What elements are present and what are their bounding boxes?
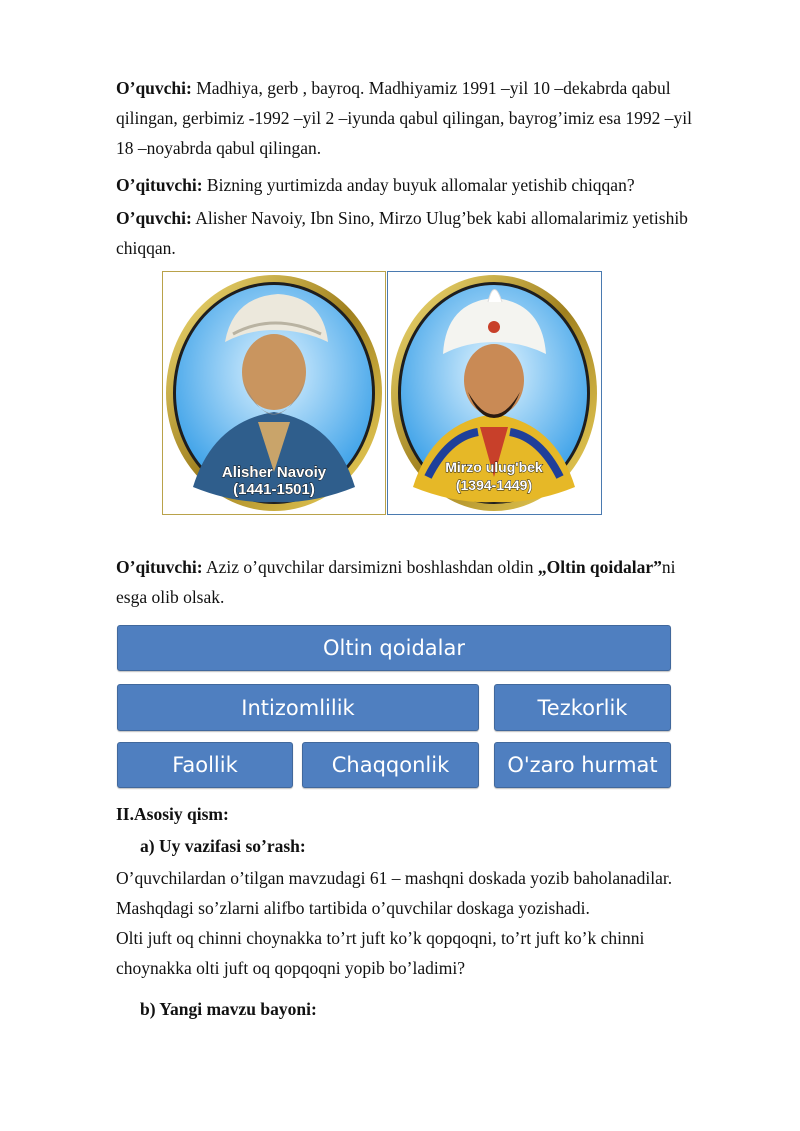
portrait-name: Mirzo ulug'bek [445,459,543,475]
portrait-years: (1394-1449) [455,477,533,493]
speaker-label: O’quvchi: [116,78,192,98]
rule-box-faollik: Faollik [117,742,293,788]
portrait-alisher-navoiy [162,271,386,515]
subsection-heading-a: a) Uy vazifasi so’rash: [140,836,306,856]
rule-box-chaqqonlik: Chaqqonlik [302,742,479,788]
speaker-label: O’quvchi: [116,208,192,228]
rule-box-tezkorlik: Tezkorlik [494,684,671,731]
paragraph-teacher-question: O’qituvchi: Bizning yurtimizda anday buyuk allomalar yetishib chiqqan? [116,175,635,195]
paragraph-teacher-golden-rules: O’qituvchi: Aziz o’quvchilar darsimizni boshlashdan oldin „Oltin qoidalar”ni esga olib olsak. [116,557,676,607]
paragraph-student-answer-scholars: O’quvchi: Alisher Navoiy, Ibn Sino, Mirzo Ulug’bek kabi allomalarimiz yetishib chiqqan. [116,208,688,258]
rules-title-box: Oltin qoidalar [117,625,671,671]
paragraph-homework: O’quvchilardan o’tilgan mavzudagi 61 – mashqni doskada yozib baholanadilar. Mashqdagi so’zlarni alifbo tartibida o’quvchilar doskaga yozishadi. Olti juft oq chinni choynakka to’rt juft ko’k qopqoqni, to’rt juft ko’k chinni choynakka olti juft oq qopqoqni yopib bo’ladimi? [116,868,673,978]
speaker-label: O’qituvchi: [116,557,203,577]
portrait-illustration [388,272,601,514]
speaker-label: O’qituvchi: [116,175,203,195]
rule-box-ozaro-hurmat: O'zaro hurmat [494,742,671,788]
portrait-illustration [163,272,385,514]
paragraph-student-answer-symbols: O’quvchi: Madhiya, gerb , bayroq. Madhiyamiz 1991 –yil 10 –dekabrda qabul qilingan, gerbimiz -1992 –yil 2 –iyunda qabul qilingan, bayrog’imiz esa 1992 –yil 18 –noyabrda qabul qilingan. [116,78,692,158]
rule-box-intizomlilik: Intizomlilik [117,684,479,731]
portrait-years: (1441-1501) [233,481,315,498]
subsection-heading-b: b) Yangi mavzu bayoni: [140,999,317,1019]
section-heading: II.Asosiy qism: [116,804,229,824]
portrait-name: Alisher Navoiy [221,464,327,481]
portrait-mirzo-ulugbek [387,271,602,515]
